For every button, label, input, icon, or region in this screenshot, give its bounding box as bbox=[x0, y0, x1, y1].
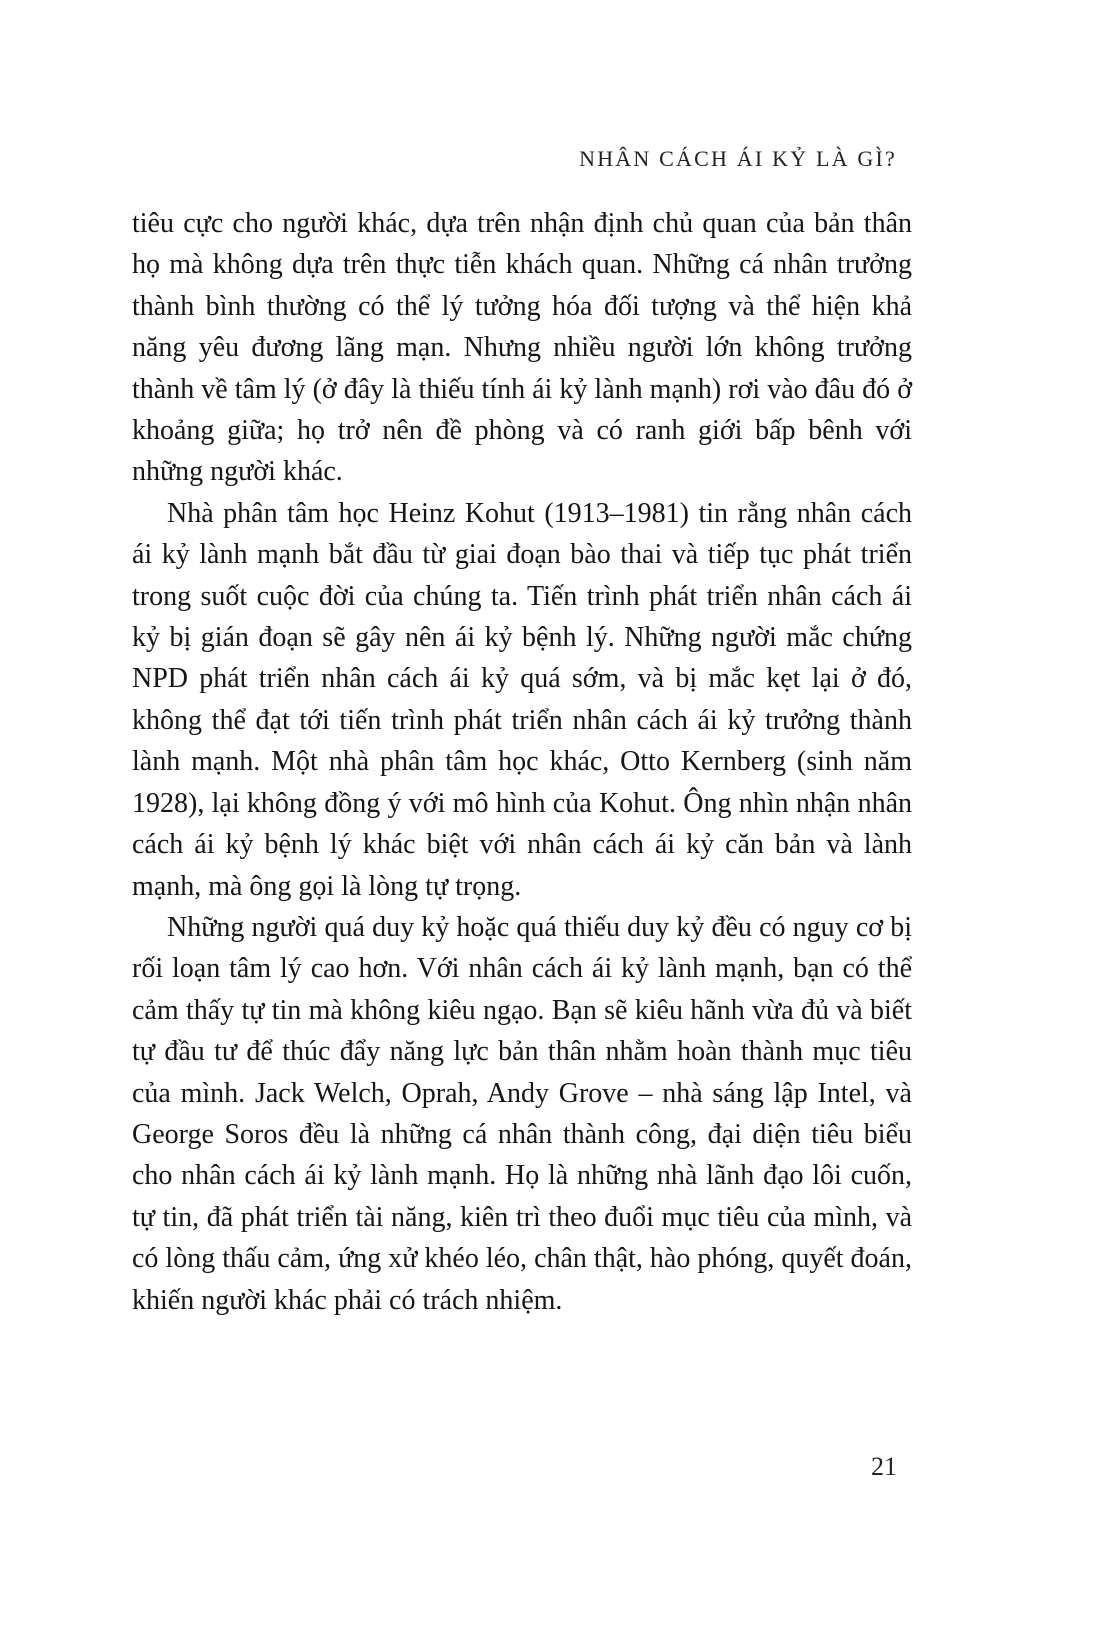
paragraph-continued: tiêu cực cho người khác, dựa trên nhận định chủ quan của bản thân họ mà không dựa trên thực tiễn khách quan. Những cá nhân trưởng thành bình thường có thể lý tưởng hóa đối tượng và thể hiện khả năng yêu đương lãng mạn. Nhưng nhiều người lớn không trưởng thành về tâm lý (ở đây là thiếu tính ái kỷ lành mạnh) rơi vào đâu đó ở khoảng giữa; họ trở nên đề phòng và có ranh giới bấp bênh với những người khác. bbox=[132, 208, 912, 488]
running-header-title: NHÂN CÁCH ÁI KỶ LÀ GÌ? bbox=[579, 146, 897, 171]
paragraph-kohut-kernberg: Nhà phân tâm học Heinz Kohut (1913–1981) tin rằng nhân cách ái kỷ lành mạnh bắt đầu từ giai đoạn bào thai và tiếp tục phát triển trong suốt cuộc đời của chúng ta. Tiến trình phát triển nhân cách ái kỷ bị gián đoạn sẽ gây nên ái kỷ bệnh lý. Những người mắc chứng NPD phát triển nhân cách ái kỷ quá sớm, và bị mắc kẹt lại ở đó, không thể đạt tới tiến trình phát triển nhân cách ái kỷ trưởng thành lành mạnh. Một nhà phân tâm học khác, Otto Kernberg (sinh năm 1928), lại không đồng ý với mô hình của Kohut. Ông nhìn nhận nhân cách ái kỷ bệnh lý khác biệt với nhân cách ái kỷ căn bản và lành mạnh, mà ông gọi là lòng tự trọng. bbox=[132, 497, 912, 902]
body-text bbox=[132, 203, 912, 1321]
page-number: 21 bbox=[871, 1452, 897, 1481]
paragraph-healthy-narcissism: Những người quá duy kỷ hoặc quá thiếu duy kỷ đều có nguy cơ bị rối loạn tâm lý cao hơn. Với nhân cách ái kỷ lành mạnh, bạn có thể cảm thấy tự tin mà không kiêu ngạo. Bạn sẽ kiêu hãnh vừa đủ và biết tự đầu tư để thúc đẩy năng lực bản thân nhằm hoàn thành mục tiêu của mình. Jack Welch, Oprah, Andy Grove – nhà sáng lập Intel, và George Soros đều là những cá nhân thành công, đại diện tiêu biểu cho nhân cách ái kỷ lành mạnh. Họ là những nhà lãnh đạo lôi cuốn, tự tin, đã phát triển tài năng, kiên trì theo đuổi mục tiêu của mình, và có lòng thấu cảm, ứng xử khéo léo, chân thật, hào phóng, quyết đoán, khiến người khác phải có trách nhiệm. bbox=[132, 911, 912, 1316]
